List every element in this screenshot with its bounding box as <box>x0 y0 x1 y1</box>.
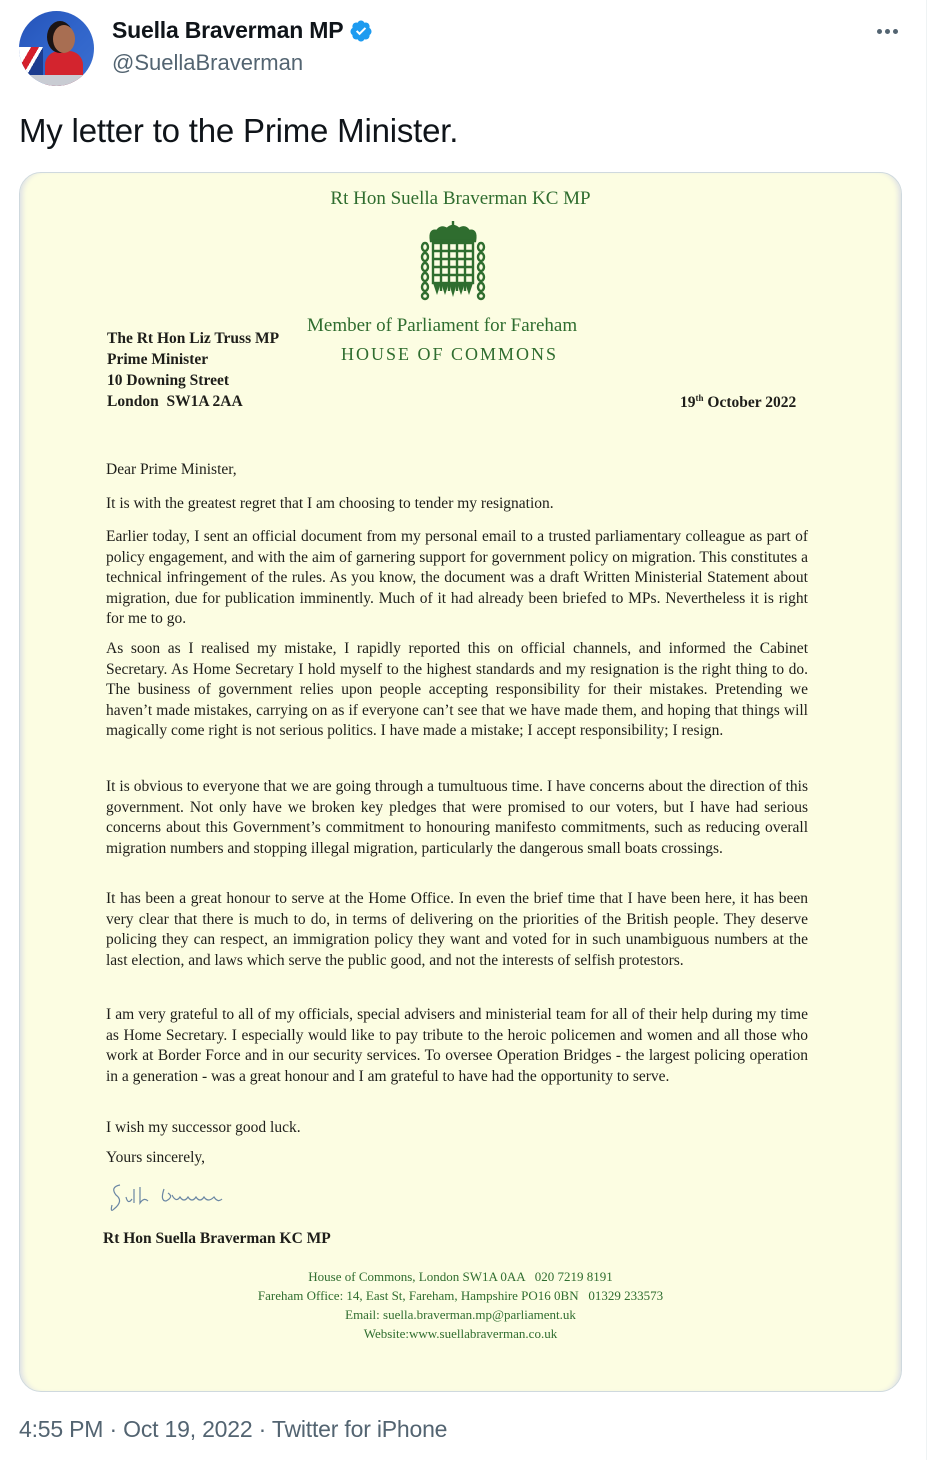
date-day: 19 <box>680 394 696 412</box>
recipient-line: Prime Minister <box>107 351 209 368</box>
salutation: Dear Prime Minister, <box>106 461 237 478</box>
closing: Yours sincerely, <box>106 1149 206 1166</box>
more-horizontal-icon <box>893 29 898 34</box>
tweet-timestamp-link[interactable] <box>19 1416 252 1442</box>
tweet-metadata <box>19 1416 447 1443</box>
portcullis-icon <box>417 221 489 301</box>
verified-badge-icon <box>349 19 373 43</box>
letter-date <box>680 393 796 412</box>
separator: · <box>109 1416 117 1442</box>
tweet-text: My letter to the Prime Minister. <box>19 112 459 149</box>
avatar[interactable] <box>19 11 94 86</box>
author-name-row <box>112 17 373 44</box>
separator: · <box>258 1416 267 1442</box>
footer-line: Fareham Office: 14, East St, Fareham, Hampshire PO16 0BN 01329 233573 <box>257 1288 664 1303</box>
resignation-letter <box>20 173 901 1391</box>
signoff-name: Rt Hon Suella Braverman KC MP <box>103 1230 331 1247</box>
author-display-name[interactable]: Suella Braverman MP <box>112 17 344 43</box>
letter-paragraph: I wish my successor good luck. <box>106 1119 301 1136</box>
tweet-date: Oct 19, 2022 <box>123 1416 253 1442</box>
tweet-time: 4:55 PM <box>19 1416 104 1442</box>
letter-paragraph: As soon as I realised my mistake, I rapidly reported this on official channels, and informed the Cabinet Secretary. As Home Secretary I hold myself to the highest standards and my resignation is the right thing to do. The business of government relies upon people accepting responsibility for their mistakes. Pretending we haven’t made mistakes, carrying on as if everyone can’t see that we have made them, and hoping that things will magically come right is not serious politics. I have made a mistake; I accept responsibility; I resign. <box>106 640 808 740</box>
recipient-line: 10 Downing Street <box>107 372 229 389</box>
more-horizontal-icon <box>877 29 882 34</box>
letter-paragraph: It has been a great honour to serve at the Home Office. In even the brief time that I have been here, it has been very clear that there is much to do, in terms of delivering on the priorities of the British people. They deserve policing they can respect, an immigration policy they want and voted for in such unambiguous numbers at the last election, and laws which serve the public good, and not the interests of selfish protestors. <box>106 890 808 969</box>
avatar-podium <box>29 75 89 86</box>
more-horizontal-icon <box>885 29 890 34</box>
letter-paragraph: I am very grateful to all of my officials, special advisers and ministerial team for all of their help during my time as Home Secretary. I especially would like to pay tribute to the heroic policemen and women and all those who work at Border Force and in our security services. To oversee Operation Bridges - the largest policing operation in a generation - was a great honour and I am grateful to have had the opportunity to serve. <box>106 1006 808 1085</box>
letter-footer <box>20 1267 901 1343</box>
author-handle[interactable]: @SuellaBraverman <box>112 50 304 75</box>
footer-line: Website:www.suellabraverman.co.uk <box>363 1326 558 1341</box>
tweet-media-image[interactable] <box>19 172 902 1392</box>
letter-paragraph: It is obvious to everyone that we are going through a tumultuous time. I have concerns about the direction of this government. Not only have we broken key pledges that were promised to our voters, but I have had serious concerns about this Government’s commitment to honouring manifesto commitments, such as reducing overall migration numbers and stopping illegal migration, particularly the dangerous small boats crossings. <box>106 778 808 857</box>
avatar-head <box>53 25 75 53</box>
union-flag-graphic <box>19 47 43 75</box>
footer-line: Email: suella.braverman.mp@parliament.uk <box>345 1307 576 1322</box>
letter-paragraph: Earlier today, I sent an official document from my personal email to a trusted parliamentary colleague as part of policy engagement, and with the aim of garnering support for government policy on migration. This constitutes a technical infringement of the rules. As you know, the document was a draft Written Ministerial Statement about migration, due for publication imminently. Much of it had already been briefed to MPs. Nevertheless it is right for me to go. <box>106 528 808 628</box>
recipient-address <box>107 328 279 412</box>
handwritten-signature <box>106 1175 246 1217</box>
date-suffix: th <box>695 393 704 403</box>
column-divider <box>926 0 927 1460</box>
more-options-button[interactable] <box>872 24 902 38</box>
letterhead-name: Rt Hon Suella Braverman KC MP <box>330 188 591 209</box>
recipient-line: London SW1A 2AA <box>107 393 243 410</box>
date-rest: October 2022 <box>703 394 797 412</box>
footer-line: House of Commons, London SW1A 0AA 020 7219 8191 <box>308 1269 613 1284</box>
tweet-source-link[interactable]: Twitter for iPhone <box>271 1416 448 1442</box>
letterhead-house: HOUSE OF COMMONS <box>341 344 559 364</box>
recipient-line: The Rt Hon Liz Truss MP <box>107 330 280 347</box>
letterhead-constituency: Member of Parliament for Fareham <box>307 315 578 336</box>
letter-paragraph: It is with the greatest regret that I am choosing to tender my resignation. <box>106 495 554 512</box>
